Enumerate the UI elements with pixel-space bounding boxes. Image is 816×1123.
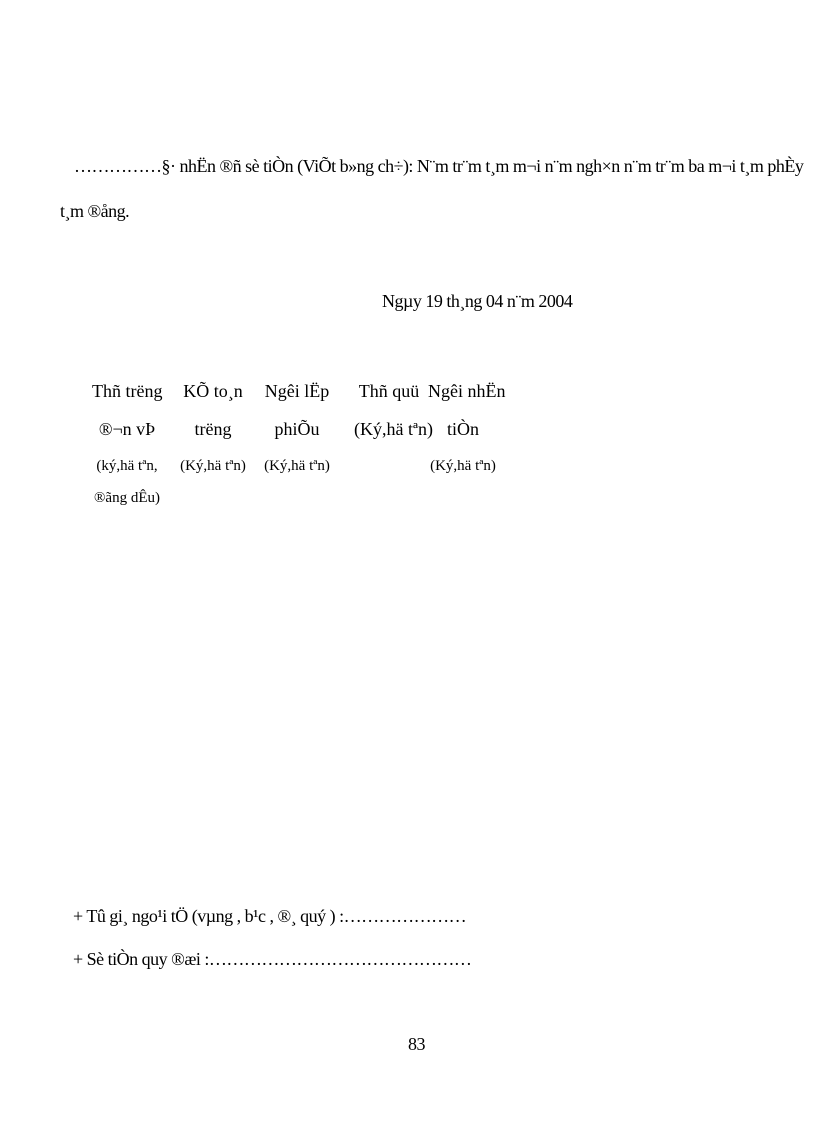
- signature-block-chief-accountant: [178, 380, 248, 476]
- signature-title: Thñ trëng: [92, 381, 163, 401]
- page-number: 83: [408, 1034, 425, 1054]
- signature-title-cont: phiÕu: [274, 419, 320, 439]
- signature-title: KÕ to¸n: [183, 381, 243, 401]
- exchange-rate-line: + Tû gi¸ ngo¹i tÖ (vµng , b¹c , ®¸ quý ) :…………………: [73, 906, 467, 926]
- amount-in-words-line-2: t¸m ®ång.: [60, 201, 130, 221]
- signature-title-cont: trëng: [194, 419, 232, 439]
- document-date: Ngµy 19 th¸ng 04 n¨m 2004: [382, 291, 573, 311]
- signature-note: (Ký,hä tªn): [264, 458, 330, 474]
- signature-block-recipient: [428, 380, 506, 476]
- signature-block-cashier: [354, 380, 433, 456]
- signature-note-cont: ®ãng dÊu): [94, 490, 160, 506]
- signature-title-cont: ®¬n vÞ: [98, 419, 156, 439]
- signature-title: Ngêi lËp: [264, 381, 330, 401]
- signature-note: (Ký,hä tªn): [180, 458, 246, 474]
- signature-block-head-of-unit: [92, 380, 162, 508]
- signature-title: Ngêi nhËn: [428, 381, 506, 401]
- signature-block-preparer: [262, 380, 332, 476]
- converted-amount-line: + Sè tiÒn quy ®æi :………………………………………: [73, 949, 472, 969]
- amount-in-words-line-1: ……………§· nhËn ®ñ sè tiÒn (ViÕt b»ng ch÷): N¨m tr¨m t¸m m¬i n¨m ngh×n n¨m tr¨m ba m¬i t¸m phÈy: [74, 156, 804, 176]
- signature-title: Thñ quü: [358, 381, 420, 401]
- signature-title-cont: tiÒn: [446, 419, 479, 439]
- signature-note: (ký,hä tªn,: [96, 458, 158, 474]
- signature-note: (Ký,hä tªn): [354, 419, 433, 439]
- signature-note: (Ký,hä tªn): [430, 458, 496, 474]
